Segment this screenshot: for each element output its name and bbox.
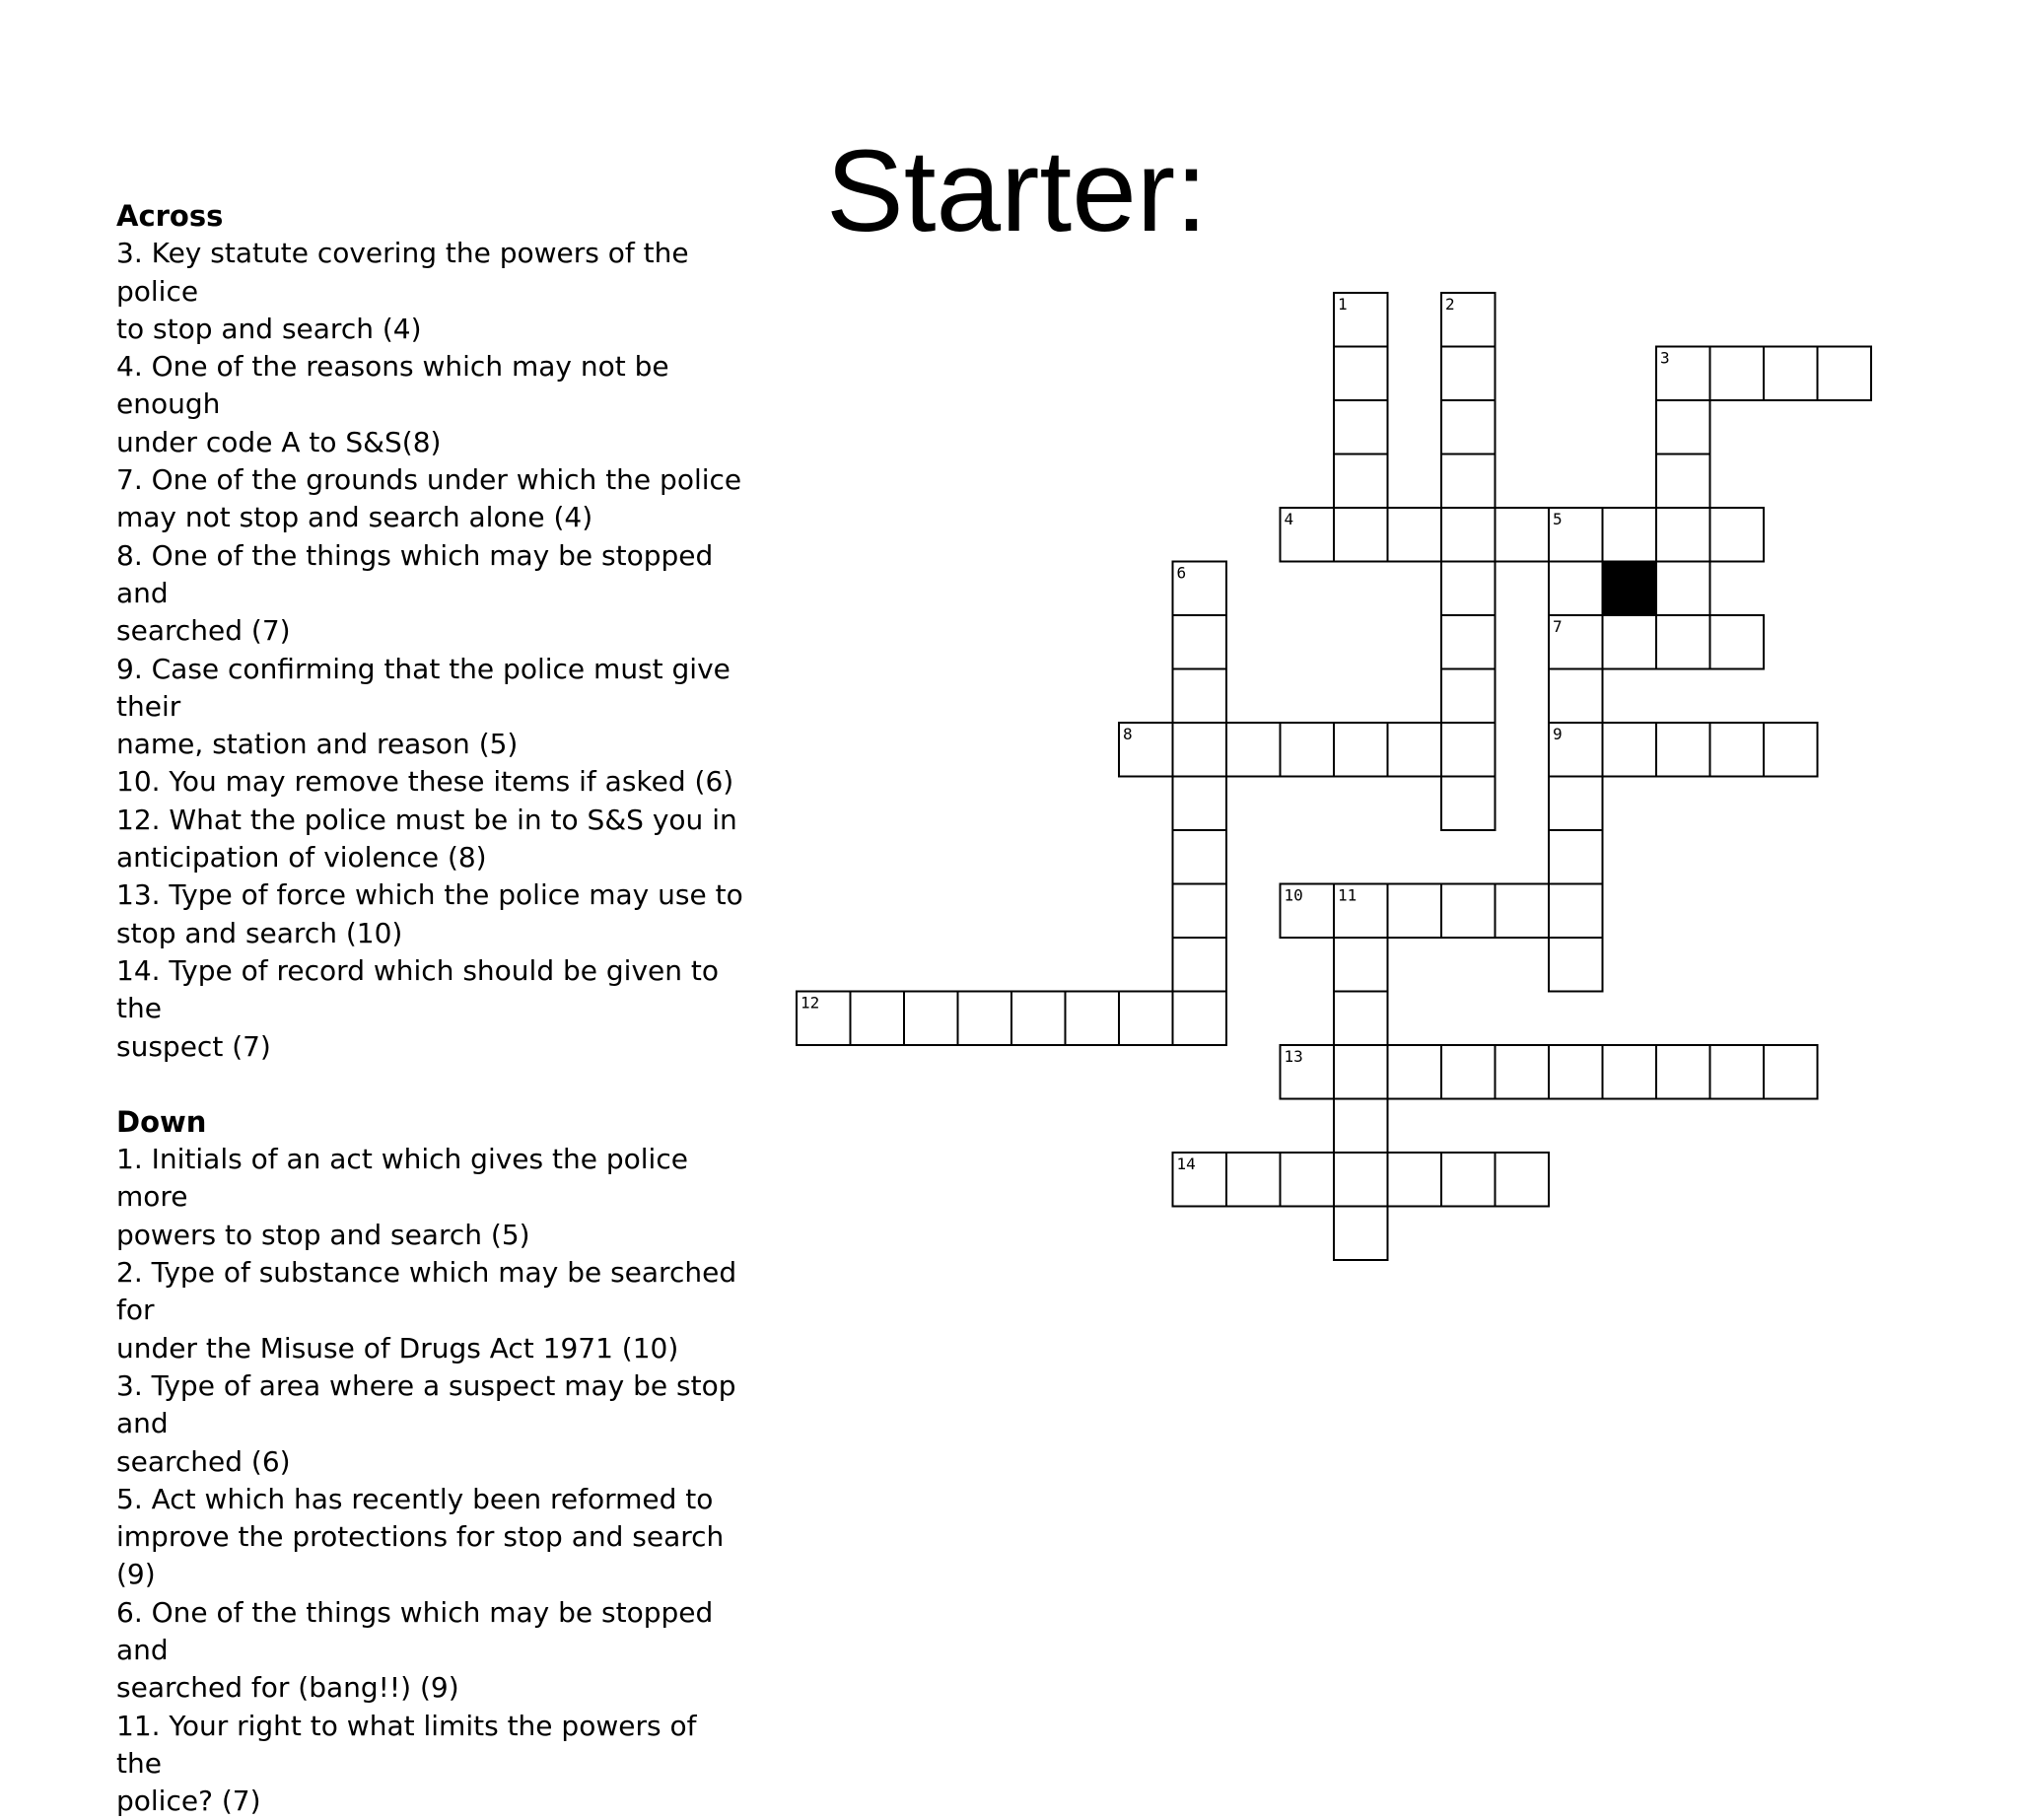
down-heading: Down [116, 1104, 207, 1139]
down-clue-3: 3. Type of area where a suspect may be stop and searched (6) [116, 1368, 736, 1478]
crossword-cell[interactable] [1656, 615, 1710, 669]
clue-number-3: 3 [1660, 348, 1670, 368]
across-clue-3: 3. Key statute covering the powers of the police to stop and search (4) [116, 237, 689, 345]
crossword-cell[interactable] [1066, 992, 1120, 1046]
crossword-cell[interactable] [1441, 562, 1496, 616]
across-heading: Across [116, 199, 224, 233]
crossword-cell[interactable] [1656, 455, 1710, 509]
clue-number-1: 1 [1338, 295, 1348, 314]
crossword-cell[interactable] [1388, 884, 1442, 939]
clue-number-5: 5 [1553, 510, 1563, 528]
crossword-cell[interactable] [1119, 992, 1173, 1046]
crossword-cell[interactable] [1441, 1153, 1496, 1207]
down-clue-6: 6. One of the things which may be stopped and searched for (bang!!) (9) [116, 1595, 714, 1705]
clue-number-8: 8 [1123, 725, 1133, 743]
across-clue-7: 7. One of the grounds under which the police may not stop and search alone (4) [116, 463, 742, 534]
crossword-cell[interactable] [1441, 455, 1496, 509]
crossword-cell[interactable] [1710, 508, 1765, 562]
crossword-cell[interactable] [1549, 884, 1603, 939]
crossword-cell[interactable] [1441, 508, 1496, 562]
crossword-cell[interactable] [1334, 508, 1388, 562]
across-clue-14: 14. Type of record which should be given to the suspect (7) [116, 953, 720, 1063]
crossword-cell[interactable] [1173, 992, 1227, 1046]
crossword-cell[interactable] [1496, 1045, 1550, 1099]
crossword-cell[interactable] [1441, 884, 1496, 939]
crossword-cell[interactable] [1334, 938, 1388, 992]
across-clue-13: 13. Type of force which the police may use to stop and search (10) [116, 878, 743, 949]
clue-number-13: 13 [1284, 1047, 1303, 1066]
across-clue-9: 9. Case confirming that the police must give their name, station and reason (5) [116, 652, 731, 761]
crossword-cell[interactable] [1496, 508, 1550, 562]
crossword-cell[interactable] [1441, 723, 1496, 777]
crossword-cell[interactable] [958, 992, 1012, 1046]
crossword-cell[interactable] [1173, 938, 1227, 992]
crossword-cell[interactable] [1388, 508, 1442, 562]
crossword-cell[interactable] [1549, 669, 1603, 724]
crossword-cell[interactable] [1388, 1045, 1442, 1099]
crossword-cell[interactable] [1388, 723, 1442, 777]
crossword-cell[interactable] [1441, 777, 1496, 831]
crossword-cell[interactable] [1656, 508, 1710, 562]
crossword-cell[interactable] [1710, 615, 1765, 669]
clue-number-4: 4 [1284, 510, 1294, 528]
clue-number-12: 12 [801, 993, 820, 1013]
crossword-cell[interactable] [1334, 400, 1388, 455]
crossword-cell[interactable] [1226, 723, 1281, 777]
crossword-cell[interactable] [1334, 347, 1388, 401]
crossword-cell[interactable] [1656, 562, 1710, 616]
crossword-cell[interactable] [1549, 562, 1603, 616]
down-clue-2: 2. Type of substance which may be searched for under the Misuse of Drugs Act 1971 (10) [116, 1256, 737, 1365]
crossword-cell[interactable] [1226, 1153, 1281, 1207]
crossword-cell[interactable] [1549, 777, 1603, 831]
crossword-cell[interactable] [1710, 347, 1765, 401]
crossword-cell[interactable] [1441, 615, 1496, 669]
clue-number-7: 7 [1553, 617, 1563, 636]
crossword-cell[interactable] [1603, 615, 1657, 669]
crossword-cell[interactable] [904, 992, 958, 1046]
crossword-cell[interactable] [1173, 669, 1227, 724]
crossword-cell[interactable] [1710, 723, 1765, 777]
crossword-cell[interactable] [1549, 1045, 1603, 1099]
crossword-cell[interactable] [1281, 1153, 1335, 1207]
crossword-cell[interactable] [1441, 347, 1496, 401]
clue-number-14: 14 [1176, 1155, 1196, 1173]
crossword-cell[interactable] [1334, 1099, 1388, 1154]
crossword-cell[interactable] [1656, 723, 1710, 777]
clue-number-9: 9 [1553, 725, 1563, 743]
crossword-cell[interactable] [1441, 1045, 1496, 1099]
crossword-cell[interactable] [1334, 723, 1388, 777]
crossword-cell[interactable] [1173, 777, 1227, 831]
crossword-cell[interactable] [851, 992, 905, 1046]
page-title: Starter: [826, 126, 1208, 256]
crossword-cell[interactable] [1173, 884, 1227, 939]
crossword-cell[interactable] [1549, 938, 1603, 992]
crossword-cell[interactable] [1818, 347, 1872, 401]
clue-number-10: 10 [1284, 885, 1303, 905]
clue-number-2: 2 [1445, 295, 1455, 314]
crossword-cell[interactable] [1334, 1207, 1388, 1261]
crossword-cell[interactable] [1656, 1045, 1710, 1099]
crossword-cell[interactable] [1549, 830, 1603, 884]
across-clue-10: 10. You may remove these items if asked (6) [116, 765, 734, 799]
crossword-cell[interactable] [1441, 669, 1496, 724]
crossword-cell[interactable] [1603, 723, 1657, 777]
black-cell [1603, 562, 1657, 616]
down-clue-11: 11. Your right to what limits the powers of the police? (7) [116, 1709, 697, 1818]
crossword-cell[interactable] [1334, 455, 1388, 509]
crossword-cell[interactable] [1334, 1045, 1388, 1099]
crossword-cell[interactable] [1496, 884, 1550, 939]
crossword-cell[interactable] [1281, 723, 1335, 777]
crossword-cell[interactable] [1441, 400, 1496, 455]
crossword-cell[interactable] [1764, 1045, 1818, 1099]
crossword-cell[interactable] [1603, 508, 1657, 562]
crossword-cell[interactable] [1710, 1045, 1765, 1099]
crossword-cell[interactable] [1656, 400, 1710, 455]
crossword-cell[interactable] [1173, 830, 1227, 884]
crossword-cell[interactable] [1496, 1153, 1550, 1207]
across-clue-8: 8. One of the things which may be stopped and searched (7) [116, 538, 714, 648]
down-clue-1: 1. Initials of an act which gives the police more powers to stop and search (5) [116, 1143, 688, 1251]
crossword-cell[interactable] [1603, 1045, 1657, 1099]
crossword-cell[interactable] [1334, 992, 1388, 1046]
crossword-cell[interactable] [1334, 1153, 1388, 1207]
crossword-cell[interactable] [1764, 723, 1818, 777]
clue-number-6: 6 [1176, 563, 1187, 583]
across-clue-4: 4. One of the reasons which may not be enough under code A to S&S(8) [116, 350, 669, 458]
down-clue-5: 5. Act which has recently been reformed to improve the protections for stop and search (9) [116, 1482, 725, 1591]
crossword-cell[interactable] [1388, 1153, 1442, 1207]
crossword-cell[interactable] [1764, 347, 1818, 401]
crossword-cell[interactable] [1011, 992, 1066, 1046]
across-clue-12: 12. What the police must be in to S&S you in anticipation of violence (8) [116, 803, 737, 875]
crossword-cell[interactable] [1173, 723, 1227, 777]
clue-number-11: 11 [1338, 885, 1358, 905]
crossword-cell[interactable] [1173, 615, 1227, 669]
